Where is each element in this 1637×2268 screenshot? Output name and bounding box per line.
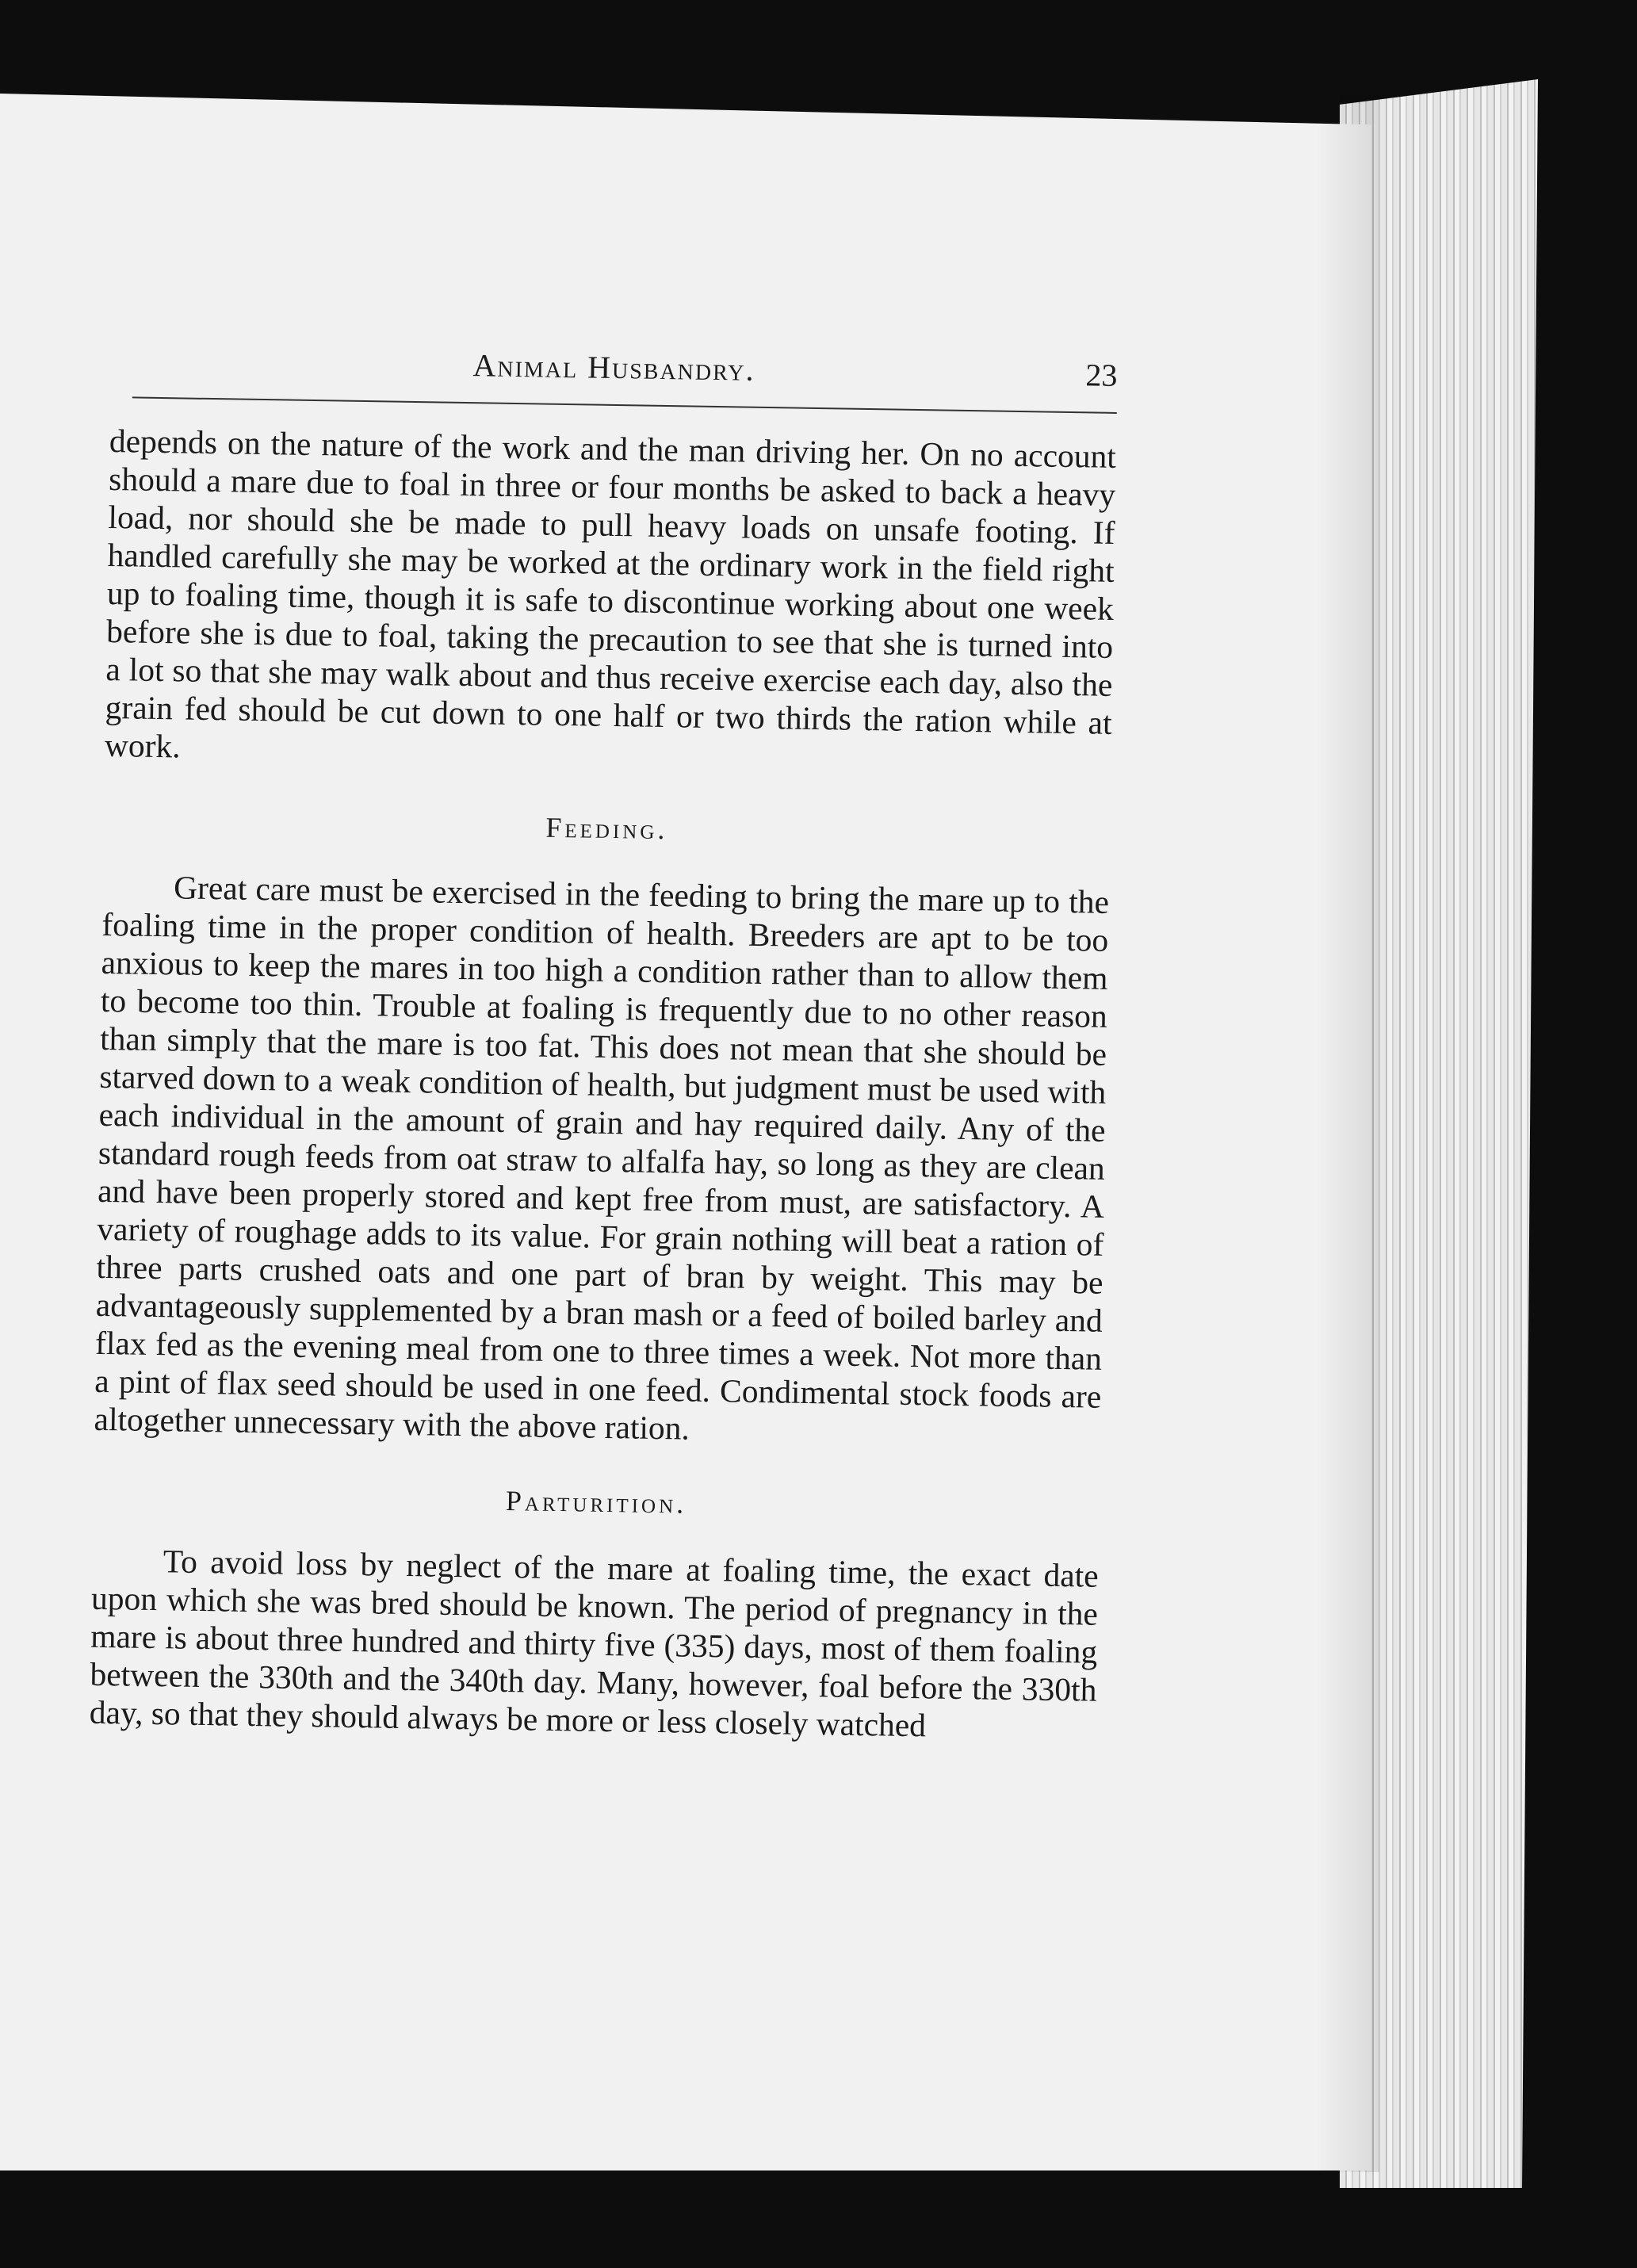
page-content xyxy=(89,341,1117,1747)
page-edge-shadow xyxy=(1316,95,1379,2172)
section-heading-parturition: Parturition. xyxy=(505,1485,687,1520)
section-heading-feeding: Feeding. xyxy=(545,811,668,846)
paragraph-feeding: Great care must be exercised in the feeding to bring the mare up to the foaling time in the proper condition of health. Breeders are apt to be too anxious to keep the mares in too high a condition rather than to allow them to become too thin. Trouble at foaling is frequently due to no other reason than simply that the mare is too fat. This does not mean that she should be starved down to a weak condition of health, but judgment must be used with each individual in the amount of grain and hay required daily. Any of the standard rough feeds from oat straw to alfalfa hay, so long as they are clean and have been properly stored and kept free from must, are satisfactory. A variety of roughage adds to its value. For grain nothing will beat a ration of three parts crushed oats and one part of bran by weight. This may be advantageously supplemented by a bran mash or a feed of boiled barley and flax fed as the evening meal from one to three times a week. Not more than a pint of flax seed should be used in one feed. Condimental stock foods are altogether unnecessary with the above ration. xyxy=(94,869,1110,1447)
paragraph-continued: depends on the nature of the work and the man driving her. On no account should a mare due to foal in three or four months be asked to back a heavy load, nor should she be made to pull heavy loads on unsafe footing. If handled carefully she may be worked at the ordinary work in the field right up to foaling time, though it is safe to discontinue working about one week before she is due to foal, taking the precaution to see that she is turned into a lot so that she may walk about and thus receive exercise each day, also the grain fed should be cut down to one half or two thirds the ration while at work. xyxy=(104,422,1117,765)
paragraph-parturition: To avoid loss by neglect of the mare at foaling time, the exact date upon which she was bred should be known. The period of pregnancy in the mare is about three hundred and thirty five (335) days, most of them foaling between the 330th and the 340th day. Many, however, foal before the 330th day, so that they should always be more or less closely watched xyxy=(89,1543,1100,1744)
running-head-title: Animal Husbandry. xyxy=(472,347,755,388)
page-number: 23 xyxy=(1085,357,1118,393)
